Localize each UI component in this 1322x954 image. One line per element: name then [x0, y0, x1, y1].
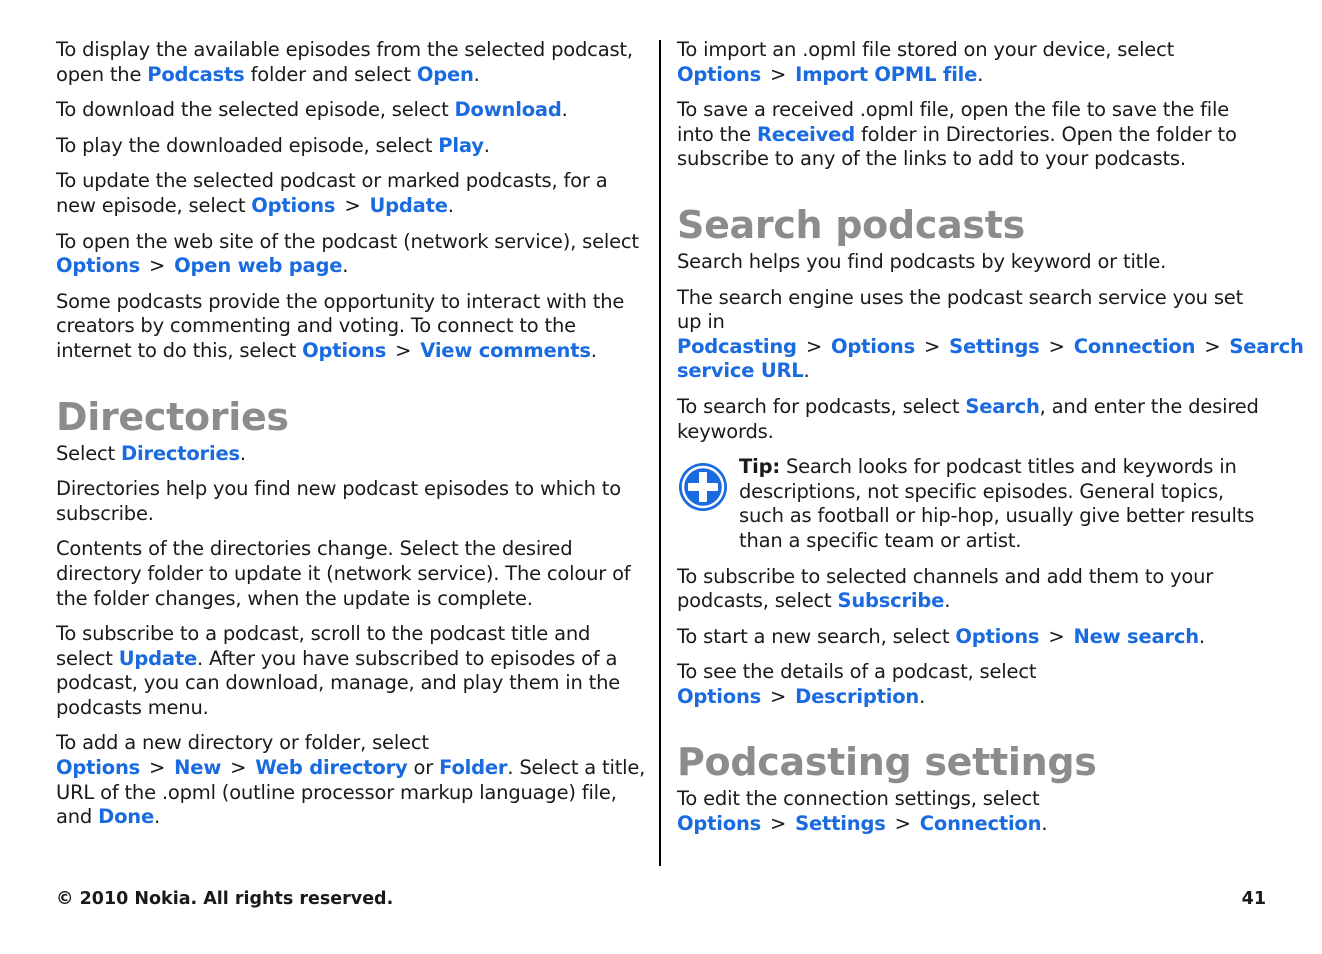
column-divider: [659, 40, 661, 866]
keyword: Folder: [439, 756, 508, 780]
keyword: Settings: [949, 334, 1040, 358]
keyword: Podcasts: [147, 62, 245, 86]
keyword: Connection: [1073, 334, 1196, 358]
menu-separator: >: [894, 812, 911, 836]
paragraph: To see the details of a podcast, select Options > Description.: [677, 660, 1037, 708]
keyword: New: [174, 756, 222, 780]
keyword: Options: [677, 684, 762, 708]
keyword: Download: [454, 98, 562, 122]
paragraph: To subscribe to a podcast, scroll to the podcast title and select Update. After you have subscribed to episodes of a podcast, you can download, manage, and play them in the podcasts menu.: [56, 622, 621, 719]
keyword: Open web page: [174, 254, 343, 278]
menu-separator: >: [770, 812, 787, 836]
menu-separator: >: [805, 334, 822, 358]
keyword: Description: [795, 684, 920, 708]
menu-separator: >: [770, 684, 787, 708]
keyword: Connection: [919, 812, 1042, 836]
keyword: New search: [1073, 624, 1199, 648]
keyword: Update: [118, 646, 198, 670]
paragraph: Directories help you find new podcast episodes to which to subscribe.: [56, 477, 621, 525]
keyword: Options: [302, 338, 387, 362]
menu-separator: >: [149, 254, 166, 278]
tip-label: Tip:: [739, 455, 780, 479]
footer-copyright: © 2010 Nokia. All rights reserved.: [56, 889, 394, 909]
menu-separator: >: [344, 193, 361, 217]
paragraph: To save a received .opml file, open the file to save the file into the Received folder in Directories. Open the folder to subscribe to any of the links to add to your podcasts.: [677, 98, 1237, 171]
paragraph: To subscribe to selected channels and add them to your podcasts, select Subscribe.: [677, 564, 1214, 613]
paragraph: To play the downloaded episode, select Play.: [56, 133, 490, 157]
paragraph: To display the available episodes from the selected podcast, open the Podcasts folder and select Open.: [56, 38, 633, 86]
menu-separator: >: [1048, 334, 1065, 358]
left-column: [56, 38, 648, 841]
keyword: Options: [830, 334, 915, 358]
paragraph: To update the selected podcast or marked podcasts, for a new episode, select Options > Update.: [56, 169, 608, 217]
paragraph: The search engine uses the podcast search service you set up in Podcasting > Options > Settings > Connection > Search service URL.: [677, 285, 1304, 383]
paragraph: Search helps you find podcasts by keyword or title.: [677, 249, 1167, 273]
keyword: Subscribe: [837, 589, 945, 613]
paragraph: Select Directories.: [56, 441, 246, 465]
menu-separator: >: [1048, 624, 1065, 648]
paragraph: To add a new directory or folder, select Options > New > Web directory or Folder. Select a title, URL of the .opml (outline processor markup language) file, and Done.: [56, 731, 646, 829]
paragraph: Some podcasts provide the opportunity to interact with the creators by commenting and voting. To connect to the internet to do this, select Options > View comments.: [56, 289, 625, 362]
menu-separator: >: [395, 338, 412, 362]
paragraph: To import an .opml file stored on your device, select Options > Import OPML file.: [677, 38, 1175, 86]
keyword: Options: [56, 254, 141, 278]
section-heading-search-podcasts: Search podcasts: [677, 202, 1025, 247]
keyword: Play: [438, 133, 484, 157]
keyword: Options: [955, 624, 1040, 648]
keyword: Options: [677, 62, 762, 86]
section-heading-podcasting-settings: Podcasting settings: [677, 740, 1097, 785]
keyword: Received: [756, 122, 855, 146]
keyword: View comments: [420, 338, 591, 362]
menu-separator: >: [924, 334, 941, 358]
paragraph: To edit the connection settings, select Options > Settings > Connection.: [677, 787, 1048, 836]
keyword: Import OPML file: [795, 62, 978, 86]
keyword: Web directory: [255, 756, 408, 780]
paragraph: To download the selected episode, select Download.: [56, 98, 568, 122]
keyword: Update: [369, 193, 448, 217]
paragraph: Contents of the directories change. Select the desired directory folder to update it (network service). The colour of the folder changes, when the update is complete.: [56, 537, 631, 610]
keyword: Options: [56, 756, 141, 780]
paragraph: To open the web site of the podcast (network service), select Options > Open web page.: [56, 229, 639, 278]
keyword: Open: [416, 62, 474, 86]
page-number: 41: [1241, 889, 1266, 909]
paragraph: To start a new search, select Options > New search.: [677, 624, 1205, 648]
menu-separator: >: [230, 756, 247, 780]
keyword: Options: [251, 193, 336, 217]
tip-text: Tip: Search looks for podcast titles and keywords in descriptions, not specific episodes. General topics, such as football or hip-hop, usually give better results than a specific team or artist.: [739, 455, 1255, 552]
menu-separator: >: [1204, 334, 1221, 358]
section-heading-directories: Directories: [56, 394, 289, 439]
plus-circle-icon: [677, 461, 729, 513]
tip-box: [677, 455, 1269, 553]
right-column: [677, 38, 1304, 848]
keyword: Done: [98, 805, 154, 829]
keyword: Options: [677, 812, 762, 836]
keyword: Search: [965, 394, 1040, 418]
keyword: Directories: [120, 441, 240, 465]
keyword: Search service URL: [677, 334, 1304, 383]
keyword: Settings: [795, 812, 886, 836]
menu-separator: >: [770, 62, 787, 86]
keyword: Podcasting: [677, 334, 797, 358]
menu-separator: >: [149, 756, 166, 780]
paragraph: To search for podcasts, select Search, and enter the desired keywords.: [677, 394, 1259, 443]
